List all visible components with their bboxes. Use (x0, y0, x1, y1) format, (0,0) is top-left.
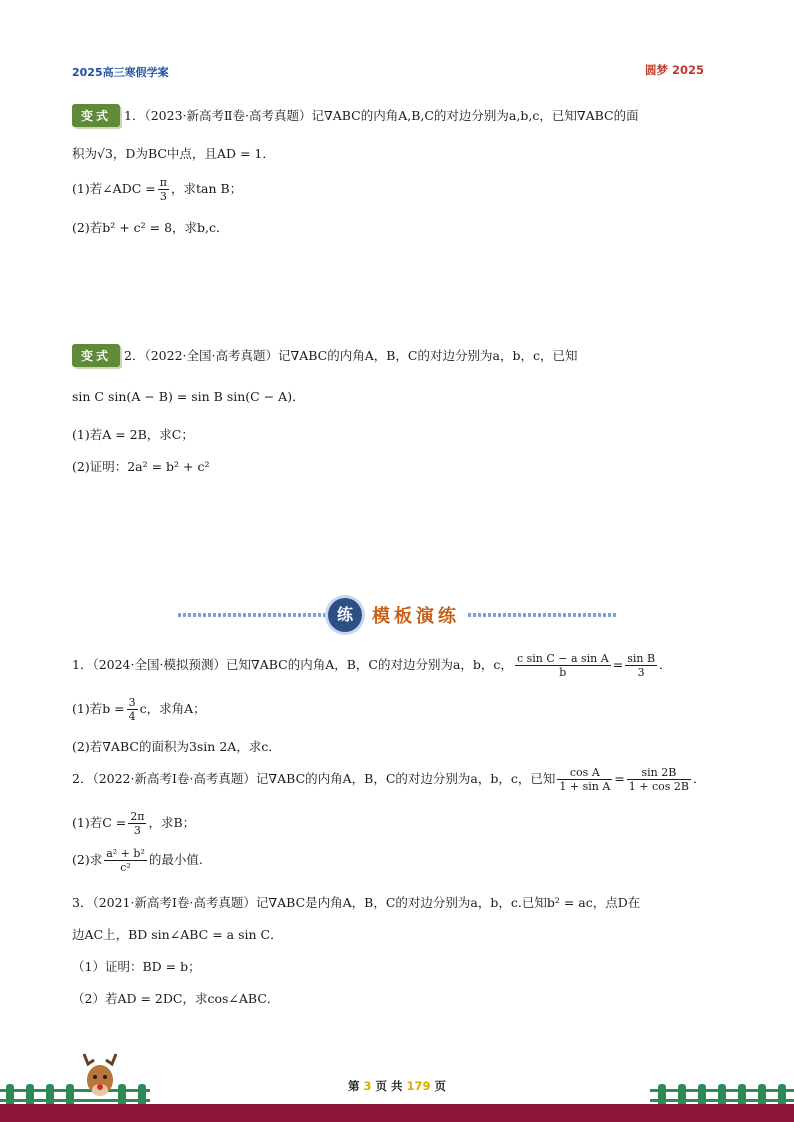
problem3-line1: 3．（2021·新高考Ⅰ卷·高考真题）记∇ABC是内角A，B，C的对边分别为a，b，c.已知b² = ac，点D在 (72, 895, 641, 910)
problem3-line2: 边AC上，BD sin∠ABC = a sin C． (72, 927, 283, 942)
fraction: $\frac{3}{4}$ (128, 696, 136, 723)
fraction: $\frac{\text{a² + b²}}{\text{c²}}$ (106, 847, 145, 874)
divider-rule-left (178, 613, 328, 617)
variant1-q1: (1)若∠ADC = $\frac{\pi}{3}$ ，求tan B； (72, 176, 243, 203)
problem1-q1: (1)若b = $\frac{3}{4}$ c，求角A； (72, 696, 206, 723)
fraction: $\frac{\text{c sin C − a sin A}}{b}$ (516, 652, 609, 679)
fraction: $\frac{\text{cos A}}{\text{1 + sin A}}$ (559, 766, 611, 793)
footer-bar (0, 1104, 794, 1122)
variant1-line1: 变式 1．（2023·新高考Ⅱ卷·高考真题）记∇ABC的内角A,B,C的对边分别为a,b,c，已知∇ABC的面 (72, 104, 639, 127)
variant1-q2: (2)若b² + c² = 8，求b,c． (72, 220, 229, 235)
fraction: $\frac{\sin 2B}{1 + \cos 2B}$ (628, 766, 689, 793)
variant-badge: 变式 (72, 104, 120, 127)
problem3-q1: （1）证明：BD = b； (72, 959, 201, 974)
problem3-q2: （2）若AD = 2DC，求cos∠ABC． (72, 991, 280, 1006)
variant2-line1: 变式 2．（2022·全国·高考真题）记∇ABC的内角A，B，C的对边分别为a，b，c，已知 (72, 344, 577, 367)
problem2-q1: (1)若C = $\frac{2\pi}{3}$ ，求B； (72, 810, 196, 837)
variant1-line2: 积为√3，D为BC中点，且AD = 1． (72, 146, 275, 161)
variant2-line2: sin C sin(A − B) = sin B sin(C − A)． (72, 389, 305, 404)
fraction: $\frac{\text{sin B}}{3}$ (627, 652, 656, 679)
section-divider (178, 596, 618, 636)
header-title: 2025高三寒假学案 (72, 66, 169, 79)
problem2-stem: 2．（2022·新高考Ⅰ卷·高考真题）记∇ABC的内角A，B，C的对边分别为a，b，c，已知 $\frac{\text{cos A}}{\text{1 + sin A}}$ = $\frac{\sin 2B}{1 + \cos 2B}$ ． (72, 766, 706, 793)
fraction: $\frac{\pi}{3}$ (159, 176, 167, 203)
variant2-q1: (1)若A = 2B，求C； (72, 427, 194, 442)
practice-seal-icon: 练 (328, 598, 362, 632)
problem1-q2: (2)若∇ABC的面积为3sin 2A，求c． (72, 739, 281, 754)
problem2-q2: (2)求 $\frac{\text{a² + b²}}{\text{c²}}$ 的最小值. (72, 847, 203, 874)
variant2-q2: (2)证明：2a² = b² + c² (72, 459, 210, 474)
header-brand: 圆梦 2025 (644, 63, 704, 77)
variant-badge: 变式 (72, 344, 120, 367)
section-title: 模板演练 (372, 606, 460, 627)
fraction: $\frac{2\pi}{3}$ (130, 810, 145, 837)
page-number: 第 3 页 共 179 页 (347, 1079, 447, 1093)
divider-rule-right (468, 613, 618, 617)
problem1-stem: 1．（2024·全国·模拟预测）已知∇ABC的内角A，B，C的对边分别为a，b，c， $\frac{\text{c sin C − a sin A}}{b}$ = $\frac{\text{sin B}}{3}$ ． (72, 652, 672, 679)
